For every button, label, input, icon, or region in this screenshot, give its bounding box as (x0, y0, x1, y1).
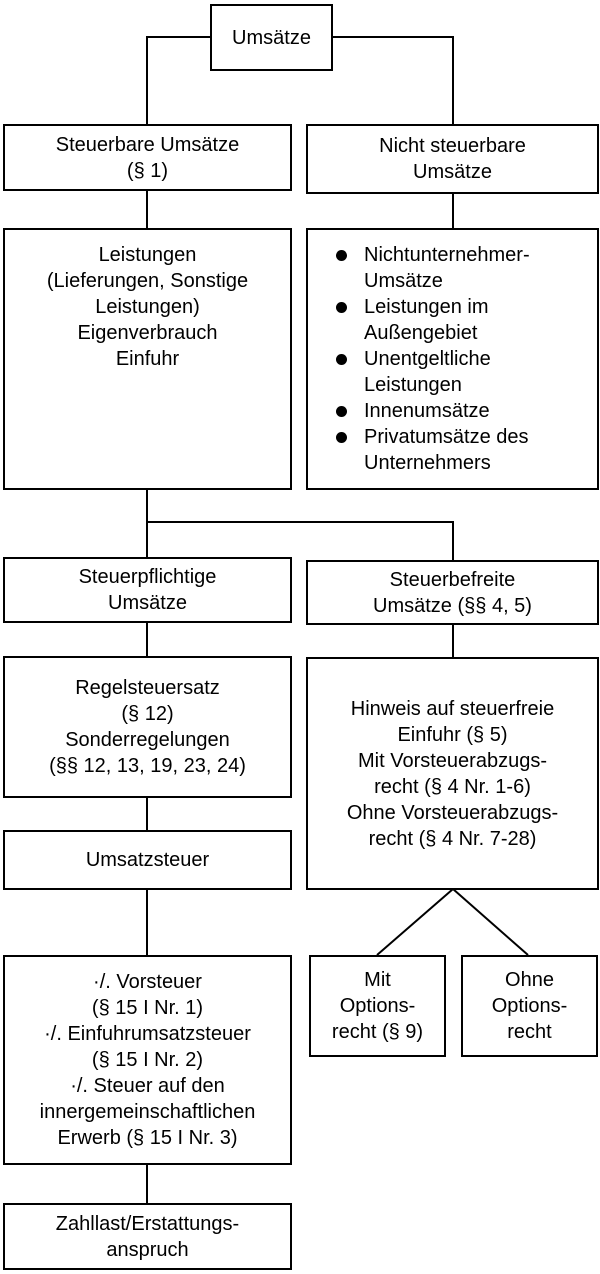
node-text-line: Sonderregelungen (65, 729, 230, 751)
node-text-line: Mit Vorsteuerabzugs- (358, 749, 547, 772)
node-text-line: Umsätze (108, 592, 187, 614)
node-text-line: recht (§ 4 Nr. 1-6) (374, 775, 531, 798)
node-text-line: recht (507, 1021, 552, 1043)
bullet-item-text: Leistungen im (364, 296, 489, 318)
node-text-line: Options- (491, 995, 568, 1017)
node-steuerbare-umsaetze (3, 124, 292, 191)
node-text-line: (§ 1) (126, 159, 169, 182)
node-text-line: Steuerbefreite (389, 568, 516, 591)
node-text-line: Umsätze (§§ 4, 5) (373, 594, 532, 617)
connector-root-to-right (332, 37, 453, 124)
node-text-line: recht (§ 4 Nr. 7-28) (368, 827, 537, 850)
node-leistungen (3, 228, 292, 490)
bullet-item-text: Unentgeltliche (364, 348, 491, 370)
node-regelsteuersatz (3, 656, 292, 798)
node-text-line: Ohne (505, 969, 554, 991)
connector-leistungen-split (147, 489, 453, 560)
nicht-steuerbare-bullet-list (332, 230, 530, 476)
node-umsatzsteuer (3, 830, 292, 890)
bullet-item (332, 346, 530, 398)
node-text-line: ·/. Vorsteuer (93, 971, 202, 993)
node-text-line: Ohne Vorsteuerabzugs- (346, 801, 559, 824)
bullet-item-text: Leistungen (364, 374, 462, 396)
node-text-line: recht (§ 9) (331, 1021, 424, 1043)
bullet-item (332, 294, 530, 346)
node-text-line: (§§ 12, 13, 19, 23, 24) (49, 755, 246, 777)
node-hinweis-steuerfrei (306, 657, 599, 890)
connector-root-to-level1 (147, 37, 210, 124)
node-text-line: Steuerpflichtige (78, 566, 217, 588)
bullet-item-text: Unternehmers (364, 452, 491, 474)
node-nicht-steuerbare-list (306, 228, 599, 490)
node-vorsteuer-abzuege (3, 955, 292, 1165)
node-text-line: Erwerb (§ 15 I Nr. 3) (57, 1127, 238, 1149)
node-text-line: Leistungen) (95, 296, 200, 318)
node-steuerpflichtige-umsaetze (3, 557, 292, 623)
bullet-item-text: Umsätze (364, 270, 443, 292)
node-text-line: anspruch (106, 1238, 189, 1261)
connector-hinweis-to-options (377, 889, 528, 955)
node-text-line: Nicht steuerbare (379, 135, 526, 157)
node-text-line: Options- (339, 995, 416, 1017)
node-text-line: Einfuhr (115, 348, 180, 370)
node-umsaetze (210, 4, 333, 71)
bullet-item (332, 398, 530, 424)
bullet-item-text: Außengebiet (364, 322, 478, 344)
node-text-line: Hinweis auf steuerfreie (350, 697, 555, 720)
node-text-line: Zahllast/Erstattungs- (55, 1212, 240, 1235)
bullet-item-text: Privatumsätze des (364, 426, 529, 448)
bullet-item-text: Innenumsätze (364, 400, 490, 422)
node-mit-optionsrecht (309, 955, 446, 1057)
node-text-line: Umsatzsteuer (85, 849, 210, 871)
bullet-item (332, 424, 530, 476)
bullet-item-text: Nichtunternehmer- (364, 244, 530, 266)
node-text-line: Regelsteuersatz (75, 677, 220, 699)
node-text-line: Einfuhr (§ 5) (397, 723, 508, 746)
node-text-line: (§ 15 I Nr. 1) (91, 997, 204, 1019)
node-ohne-optionsrecht (461, 955, 598, 1057)
node-text-line: Umsätze (232, 26, 311, 49)
node-text-line: Umsätze (413, 161, 492, 183)
node-text-line: Steuerbare Umsätze (55, 133, 240, 156)
bullet-item (332, 242, 530, 294)
node-steuerbefreite-umsaetze (306, 560, 599, 625)
node-text-line: (Lieferungen, Sonstige (46, 270, 249, 292)
node-text-line: ·/. Einfuhrumsatzsteuer (44, 1023, 251, 1045)
node-text-line: (§ 12) (121, 703, 174, 725)
node-text-line: Mit (364, 969, 391, 991)
node-text-line: Eigenverbrauch (77, 322, 218, 344)
node-nicht-steuerbare-umsaetze (306, 124, 599, 194)
node-text-line: (§ 15 I Nr. 2) (91, 1049, 204, 1071)
node-text-line: Leistungen (98, 244, 197, 266)
node-text-line: innergemeinschaftlichen (39, 1101, 256, 1123)
node-zahllast-erstattungsanspruch (3, 1203, 292, 1270)
node-text-line: ·/. Steuer auf den (70, 1075, 225, 1097)
